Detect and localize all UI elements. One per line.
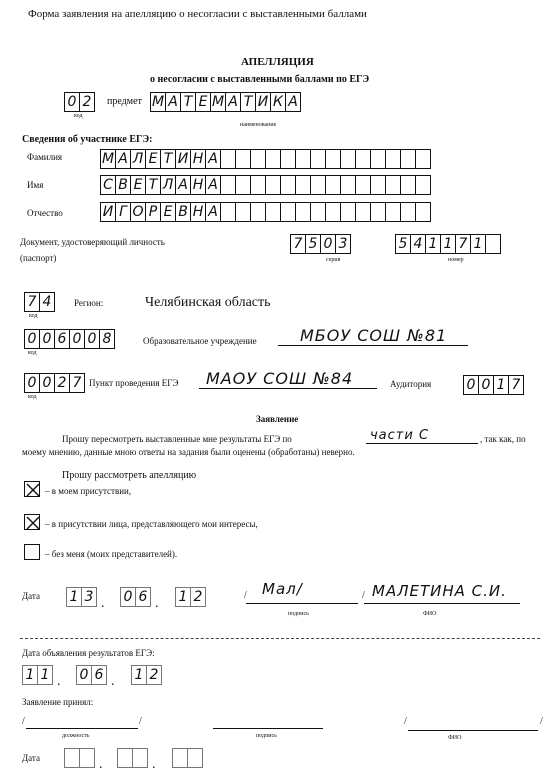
surname-grid[interactable] <box>100 149 430 169</box>
grid-cell[interactable]: 1 <box>493 375 509 395</box>
subject-label: предмет <box>107 96 142 107</box>
participant-section-title: Сведения об участнике ЕГЭ: <box>22 134 153 145</box>
signature-label: подпись <box>288 611 309 617</box>
grid-cell[interactable]: 6 <box>91 665 107 685</box>
grid-cell[interactable]: 2 <box>190 587 206 607</box>
grid-cell[interactable] <box>250 149 266 169</box>
form-header-title: Форма заявления на апелляцию о несогласии с выставленными баллами <box>28 8 367 20</box>
appeal-request-label: Прошу рассмотреть апелляцию <box>62 470 197 481</box>
grid-cell[interactable] <box>172 748 188 768</box>
date-separator: . <box>155 596 159 611</box>
grid-cell[interactable] <box>370 202 386 222</box>
subject-code-label: код <box>74 113 83 119</box>
grid-cell[interactable]: Т <box>160 149 176 169</box>
accepted-fio-label: ФИО <box>448 735 462 741</box>
grid-cell[interactable] <box>415 202 431 222</box>
grid-cell[interactable]: 0 <box>320 234 336 254</box>
grid-cell[interactable]: 0 <box>39 329 55 349</box>
grid-cell[interactable]: 0 <box>69 329 85 349</box>
grid-cell[interactable]: Е <box>130 175 146 195</box>
accepted-signature-underline <box>213 728 323 729</box>
exam-point-code-label: код <box>28 394 37 400</box>
grid-cell[interactable] <box>400 175 416 195</box>
grid-cell[interactable] <box>415 175 431 195</box>
grid-cell[interactable]: 3 <box>335 234 351 254</box>
grid-cell[interactable] <box>310 149 326 169</box>
subject-name-grid[interactable] <box>150 92 300 112</box>
exam-point-underline <box>199 388 377 389</box>
subject-code-grid[interactable] <box>64 92 94 112</box>
date-separator: . <box>99 757 103 772</box>
grid-cell[interactable] <box>340 175 356 195</box>
option-representative-checkbox[interactable] <box>24 514 40 530</box>
grid-cell[interactable] <box>64 748 80 768</box>
signature-slash: / <box>244 590 247 601</box>
grid-cell[interactable] <box>355 149 371 169</box>
room-grid[interactable] <box>463 375 523 395</box>
grid-cell[interactable]: Е <box>145 149 161 169</box>
grid-cell[interactable] <box>295 149 311 169</box>
date-month-grid[interactable] <box>120 587 150 607</box>
grid-cell[interactable]: 0 <box>39 373 55 393</box>
grid-cell[interactable]: Н <box>190 175 206 195</box>
grid-cell[interactable] <box>310 202 326 222</box>
signature-value[interactable]: Мал/ <box>262 580 303 598</box>
grid-cell[interactable]: Р <box>145 202 161 222</box>
grid-cell[interactable]: Н <box>190 202 206 222</box>
grid-cell[interactable]: К <box>270 92 286 112</box>
accepted-date-label: Дата <box>22 753 40 763</box>
grid-cell[interactable]: Т <box>180 92 196 112</box>
statement-text-1-end: , так как, по <box>480 434 526 444</box>
fio-label: ФИО <box>423 611 437 617</box>
subject-name-label: наименование <box>240 122 277 128</box>
passport-number-label: номер <box>448 257 464 263</box>
date-day-grid[interactable] <box>66 587 96 607</box>
position-slash: / <box>139 716 142 727</box>
grid-cell[interactable]: А <box>285 92 301 112</box>
grid-cell[interactable]: И <box>255 92 271 112</box>
grid-cell[interactable]: 1 <box>440 234 456 254</box>
grid-cell[interactable] <box>187 748 203 768</box>
school-label: Образовательное учреждение <box>143 336 257 346</box>
grid-cell[interactable]: 0 <box>84 329 100 349</box>
grid-cell[interactable]: Л <box>160 175 176 195</box>
grid-cell[interactable] <box>385 149 401 169</box>
grid-cell[interactable]: 0 <box>478 375 494 395</box>
grid-cell[interactable] <box>400 149 416 169</box>
date-separator: . <box>57 674 61 689</box>
accepted-fio-underline <box>408 730 538 731</box>
grid-cell[interactable]: 5 <box>305 234 321 254</box>
grid-cell[interactable]: М <box>211 94 225 110</box>
fio-slash: / <box>362 590 365 601</box>
grid-cell[interactable] <box>325 175 341 195</box>
grid-cell[interactable] <box>325 202 341 222</box>
grid-cell[interactable] <box>117 748 133 768</box>
grid-cell[interactable]: А <box>225 92 241 112</box>
accepted-fio-slash: / <box>540 716 543 727</box>
grid-cell[interactable]: 0 <box>24 373 40 393</box>
accepted-label: Заявление принял: <box>22 697 94 707</box>
first-name-label: Имя <box>27 180 44 190</box>
grid-cell[interactable] <box>310 175 326 195</box>
grid-cell[interactable] <box>265 149 281 169</box>
grid-cell[interactable] <box>235 149 251 169</box>
grid-cell[interactable]: Л <box>130 149 146 169</box>
grid-cell[interactable]: 4 <box>39 292 55 312</box>
passport-series-grid[interactable] <box>290 234 350 254</box>
school-code-grid[interactable] <box>24 329 114 349</box>
school-code-label: код <box>28 350 37 356</box>
id-document-label: Документ, удостоверяющий личность <box>20 237 165 247</box>
grid-cell[interactable]: М <box>151 94 165 110</box>
grid-cell[interactable]: 1 <box>175 587 191 607</box>
grid-cell[interactable]: 7 <box>290 234 306 254</box>
grid-cell[interactable]: Т <box>240 92 256 112</box>
grid-cell[interactable]: 7 <box>69 373 85 393</box>
region-code-label: код <box>29 313 38 319</box>
statement-part-underline <box>366 443 478 444</box>
grid-cell[interactable] <box>295 175 311 195</box>
position-underline <box>26 728 138 729</box>
accepted-day-grid[interactable] <box>64 748 94 768</box>
grid-cell[interactable]: 2 <box>146 665 162 685</box>
grid-cell[interactable] <box>220 149 236 169</box>
grid-cell[interactable]: 2 <box>54 373 70 393</box>
grid-cell[interactable]: 6 <box>54 329 70 349</box>
statement-filled-part[interactable]: части С <box>370 428 430 443</box>
room-label: Аудитория <box>390 379 432 389</box>
passport-number-grid[interactable] <box>395 234 500 254</box>
grid-cell[interactable]: Е <box>160 202 176 222</box>
grid-cell[interactable] <box>355 175 371 195</box>
grid-cell[interactable] <box>235 175 251 195</box>
grid-cell[interactable]: 0 <box>24 329 40 349</box>
grid-cell[interactable]: 1 <box>425 234 441 254</box>
school-value[interactable]: МБОУ СОШ №81 <box>300 326 448 345</box>
grid-cell[interactable]: 7 <box>24 292 40 312</box>
date-separator: . <box>101 596 105 611</box>
grid-cell[interactable] <box>355 202 371 222</box>
position-label: должность <box>62 733 90 739</box>
date-label: Дата <box>22 591 40 601</box>
grid-cell[interactable]: 1 <box>131 665 147 685</box>
document-title: АПЕЛЛЯЦИЯ <box>241 56 314 68</box>
grid-cell[interactable] <box>340 149 356 169</box>
exam-point-label: Пункт проведения ЕГЭ <box>89 378 179 388</box>
region-label: Регион: <box>74 298 104 308</box>
grid-cell[interactable] <box>400 202 416 222</box>
grid-cell[interactable]: 1 <box>22 665 38 685</box>
statement-text-1: Прошу пересмотреть выставленные мне результаты ЕГЭ по <box>62 434 292 444</box>
grid-cell[interactable] <box>295 202 311 222</box>
grid-cell[interactable] <box>235 202 251 222</box>
option-without-me-checkbox[interactable] <box>24 544 40 560</box>
grid-cell[interactable]: 0 <box>463 375 479 395</box>
grid-cell[interactable] <box>340 202 356 222</box>
date-year-grid[interactable] <box>175 587 205 607</box>
grid-cell[interactable] <box>385 175 401 195</box>
check-cross-icon <box>25 482 41 498</box>
grid-cell[interactable]: А <box>205 202 221 222</box>
grid-cell[interactable] <box>265 202 281 222</box>
grid-cell[interactable]: И <box>175 149 191 169</box>
grid-cell[interactable]: 0 <box>76 665 92 685</box>
option-representative-label: – в присутствии лица, представляющего мои интересы, <box>45 519 258 529</box>
date-separator: . <box>152 757 156 772</box>
grid-cell[interactable] <box>485 234 501 254</box>
grid-cell[interactable] <box>220 175 236 195</box>
grid-cell[interactable]: О <box>130 202 146 222</box>
exam-point-code-grid[interactable] <box>24 373 84 393</box>
accepted-year-grid[interactable] <box>172 748 202 768</box>
document-subtitle: о несогласии с выставленными баллами по ЕГЭ <box>150 74 370 85</box>
grid-cell[interactable]: 2 <box>79 92 95 112</box>
grid-cell[interactable]: А <box>205 149 221 169</box>
grid-cell[interactable]: 6 <box>135 587 151 607</box>
grid-cell[interactable]: В <box>175 202 191 222</box>
results-month-grid[interactable] <box>76 665 106 685</box>
grid-cell[interactable]: Е <box>195 92 211 112</box>
check-cross-icon <box>25 515 41 531</box>
grid-cell[interactable]: 4 <box>410 234 426 254</box>
exam-point-value[interactable]: МАОУ СОШ №84 <box>206 369 354 388</box>
grid-cell[interactable] <box>370 149 386 169</box>
grid-cell[interactable]: 1 <box>470 234 486 254</box>
passport-series-label: серия <box>326 257 341 263</box>
grid-cell[interactable]: А <box>175 175 191 195</box>
option-in-person-label: – в моем присутствии, <box>45 486 132 496</box>
region-name: Челябинская область <box>145 295 271 310</box>
grid-cell[interactable]: 3 <box>81 587 97 607</box>
date-separator: . <box>111 674 115 689</box>
grid-cell[interactable]: М <box>101 151 115 167</box>
grid-cell[interactable] <box>280 149 296 169</box>
grid-cell[interactable] <box>415 149 431 169</box>
grid-cell[interactable]: А <box>205 175 221 195</box>
grid-cell[interactable] <box>280 202 296 222</box>
region-code-grid[interactable] <box>24 292 54 312</box>
school-underline <box>278 345 468 346</box>
option-in-person-checkbox[interactable] <box>24 481 40 497</box>
grid-cell[interactable] <box>250 175 266 195</box>
statement-title: Заявление <box>256 414 299 424</box>
grid-cell[interactable]: 1 <box>66 587 82 607</box>
grid-cell[interactable]: И <box>100 202 116 222</box>
fio-value[interactable]: МАЛЕТИНА С.И. <box>372 582 507 600</box>
grid-cell[interactable]: 8 <box>99 329 115 349</box>
grid-cell[interactable] <box>325 149 341 169</box>
results-year-grid[interactable] <box>131 665 161 685</box>
grid-cell[interactable] <box>280 175 296 195</box>
grid-cell[interactable] <box>220 202 236 222</box>
grid-cell[interactable]: С <box>100 175 116 195</box>
grid-cell[interactable]: 0 <box>64 92 80 112</box>
grid-cell[interactable]: А <box>165 92 181 112</box>
fio-underline <box>364 603 520 604</box>
patronymic-grid[interactable] <box>100 202 430 222</box>
grid-cell[interactable] <box>385 202 401 222</box>
grid-cell[interactable]: 1 <box>37 665 53 685</box>
accepted-fio-slash: / <box>404 716 407 727</box>
id-document-type: (паспорт) <box>20 253 57 263</box>
grid-cell[interactable]: 7 <box>455 234 471 254</box>
section-divider <box>20 638 540 639</box>
grid-cell[interactable]: Т <box>145 175 161 195</box>
grid-cell[interactable]: 0 <box>120 587 136 607</box>
grid-cell[interactable] <box>79 748 95 768</box>
signature-underline <box>246 603 358 604</box>
statement-text-2: моему мнению, данные мною ответы на задания были оценены (обработаны) неверно. <box>22 447 355 457</box>
surname-label: Фамилия <box>27 152 63 162</box>
grid-cell[interactable] <box>370 175 386 195</box>
option-without-me-label: – без меня (моих представителей). <box>45 549 178 559</box>
grid-cell[interactable]: В <box>115 175 131 195</box>
results-day-grid[interactable] <box>22 665 52 685</box>
grid-cell[interactable]: Г <box>115 202 131 222</box>
grid-cell[interactable] <box>250 202 266 222</box>
accepted-signature-label: подпись <box>256 733 277 739</box>
accepted-month-grid[interactable] <box>117 748 147 768</box>
first-name-grid[interactable] <box>100 175 430 195</box>
grid-cell[interactable]: Н <box>190 149 206 169</box>
grid-cell[interactable]: А <box>115 149 131 169</box>
grid-cell[interactable] <box>132 748 148 768</box>
grid-cell[interactable]: 5 <box>395 234 411 254</box>
patronymic-label: Отчество <box>27 208 63 218</box>
results-date-label: Дата объявления результатов ЕГЭ: <box>22 648 155 658</box>
position-slash: / <box>22 716 25 727</box>
grid-cell[interactable]: 7 <box>508 375 524 395</box>
grid-cell[interactable] <box>265 175 281 195</box>
